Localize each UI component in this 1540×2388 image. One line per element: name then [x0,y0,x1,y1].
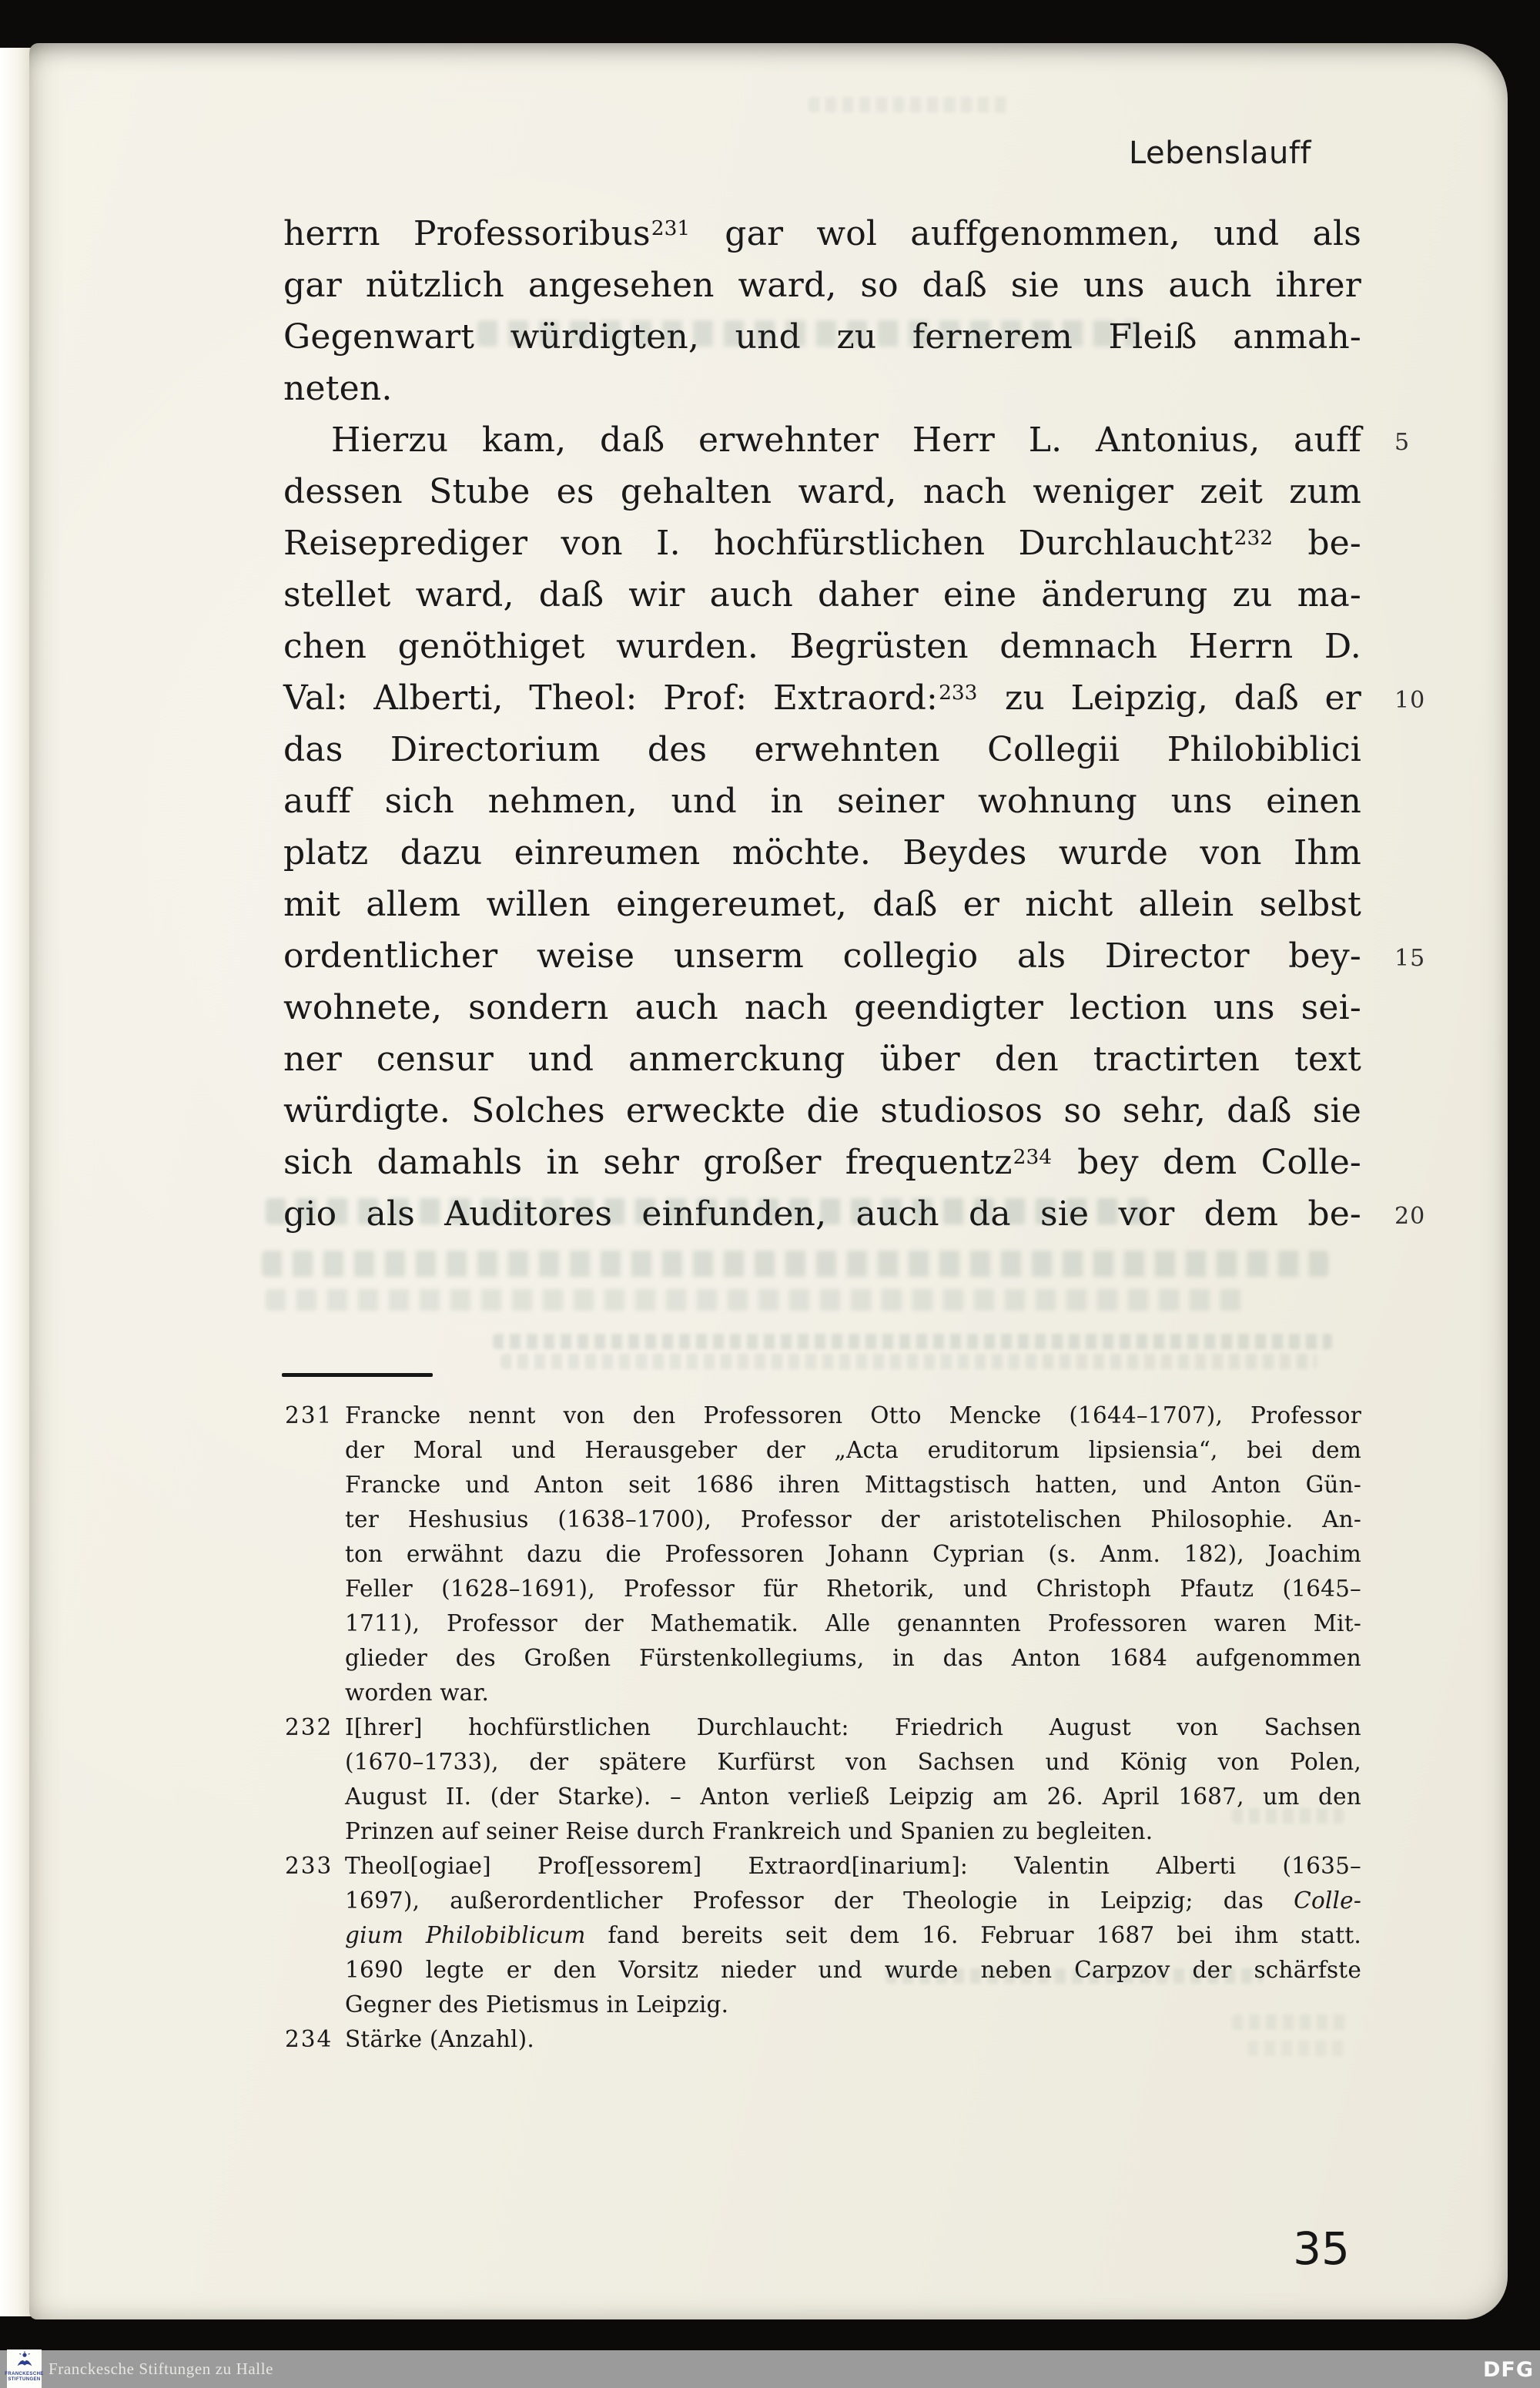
footnote-line: Gegner des Pietismus in Leipzig. [345,1991,729,2018]
body-line: dessen Stube es gehalten ward, nach weniger zeit zum [283,472,1361,511]
footnote-separator [282,1373,433,1377]
footnote-number: 231 [285,1402,333,1428]
footnote-line: (1670–1733), der spätere Kurfürst von Sachsen und König von Polen, [345,1749,1361,1775]
footnote-line: 1711), Professor der Mathematik. Alle genannten Professoren waren Mit- [345,1610,1361,1636]
franckesche-stiftungen-logo [7,2349,42,2388]
body-line: ner censur und anmerckung über den tractirten text [283,1040,1361,1079]
scan-footer-bar [0,2350,1540,2388]
body-line: sich damahls in sehr großer frequentz$^{234}$ bey dem Colle- [283,1143,1361,1182]
body-line: das Directorium des erwehnten Collegii Philobiblici [283,730,1361,769]
footnote-line: Feller (1628–1691), Professor für Rhetorik, und Christoph Pfautz (1645– [345,1576,1361,1602]
body-line: mit allem willen eingereumet, daß er nicht allein selbst [283,885,1361,924]
running-head: Lebenslauff [1128,136,1311,171]
body-line: neten. [283,369,393,408]
page-number: 35 [1293,2222,1350,2275]
line-number: 20 [1394,1203,1426,1230]
line-number: 10 [1394,687,1426,714]
logo-text-line1: FRANCKESCHE [5,2372,44,2376]
body-line: ordentlicher weise unserm collegio als Director bey- [283,936,1361,976]
bleedthrough-text [493,1334,1332,1349]
footnote-line: worden war. [345,1680,490,1706]
body-line: auff sich nehmen, und in seiner wohnung uns einen [283,782,1361,821]
eagle-sun-icon [16,2351,33,2371]
footnote-line: Francke und Anton seit 1686 ihren Mittagstisch hatten, und Anton Gün- [345,1472,1361,1498]
footnote-line: Prinzen auf seiner Reise durch Frankreich und Spanien zu begleiten. [345,1818,1153,1844]
footnote-line: 231 Francke nennt von den Professoren Otto Mencke (1644–1707), Professor [345,1398,1361,1433]
page [29,43,1508,2319]
footnotes [283,1398,1361,2057]
line-number: 15 [1394,945,1426,972]
footnote-number: 232 [285,1714,333,1740]
body-line: chen genöthiget wurden. Begrüsten demnach Herrn D. [283,627,1361,666]
footnote-number: 233 [285,1853,333,1879]
logo-text-line2: STIFTUNGEN [8,2377,41,2382]
body-line: stellet ward, daß wir auch daher eine änderung zu ma- [283,575,1361,615]
footnote-line: 1690 legte er den Vorsitz nieder und wurde neben Carpzov der schärfste [345,1957,1361,1983]
dfg-logo: DFG [1482,2358,1534,2382]
body-line: gar nützlich angesehen ward, so daß sie uns auch ihrer [283,266,1361,305]
footnote-line: gium Philobiblicum fand bereits seit dem 16. Februar 1687 bei ihm statt. [345,1922,1361,1948]
body-line: Gegenwart würdigten, und zu fernerem Fleiß anmah- [283,317,1361,357]
body-line: herrn Professoribus$^{231}$ gar wol auffgenommen, und als [283,214,1361,253]
line-number: 5 [1394,429,1411,456]
bleedthrough-text [262,1251,1328,1277]
body-line: Val: Alberti, Theol: Prof: Extraord:$^{233}$ zu Leipzig, daß er [283,678,1361,718]
body-line: Reiseprediger von I. hochfürstlichen Durchlaucht$^{232}$ be- [283,524,1361,563]
body-text [283,208,1361,1240]
footnote-line: 233 Theol[ogiae] Prof[essorem] Extraord[inarium]: Valentin Alberti (1635– [345,1849,1361,1884]
footnote-number: 234 [285,2026,333,2052]
footnote-line: 232 I[hrer] hochfürstlichen Durchlaucht: Friedrich August von Sachsen [345,1710,1361,1745]
body-line: platz dazu einreumen möchte. Beydes wurde von Ihm [283,833,1361,872]
footnote-line: 234 Stärke (Anzahl). [345,2022,1361,2057]
footnote-line: ton erwähnt dazu die Professoren Johann Cyprian (s. Anm. 182), Joachim [345,1541,1361,1567]
library-name: Franckesche Stiftungen zu Halle [49,2360,274,2378]
footnote-line: glieder des Großen Fürstenkollegiums, in das Anton 1684 aufgenommen [345,1645,1361,1671]
footnote-line: der Moral und Herausgeber der „Acta eruditorum lipsiensia“, bei dem [345,1437,1361,1463]
body-line: Hierzu kam, daß erwehnter Herr L. Antonius, auff [331,420,1361,460]
footnote-line: 1697), außerordentlicher Professor der Theologie in Leipzig; das Colle- [345,1887,1361,1914]
footnote-line: ter Heshusius (1638–1700), Professor der aristotelischen Philosophie. An- [345,1506,1361,1532]
body-line: würdigte. Solches erweckte die studiosos so sehr, daß sie [283,1091,1361,1130]
footnote-line: August II. (der Starke). – Anton verließ Leipzig am 26. April 1687, um den [345,1783,1361,1810]
bleedthrough-text [500,1354,1317,1369]
body-line: wohnete, sondern auch nach geendigter lection uns sei- [283,988,1361,1027]
bleedthrough-text [266,1289,1244,1311]
body-line: gio als Auditores einfunden, auch da sie vor dem be- [283,1194,1361,1234]
bleedthrough-text [808,97,1009,112]
